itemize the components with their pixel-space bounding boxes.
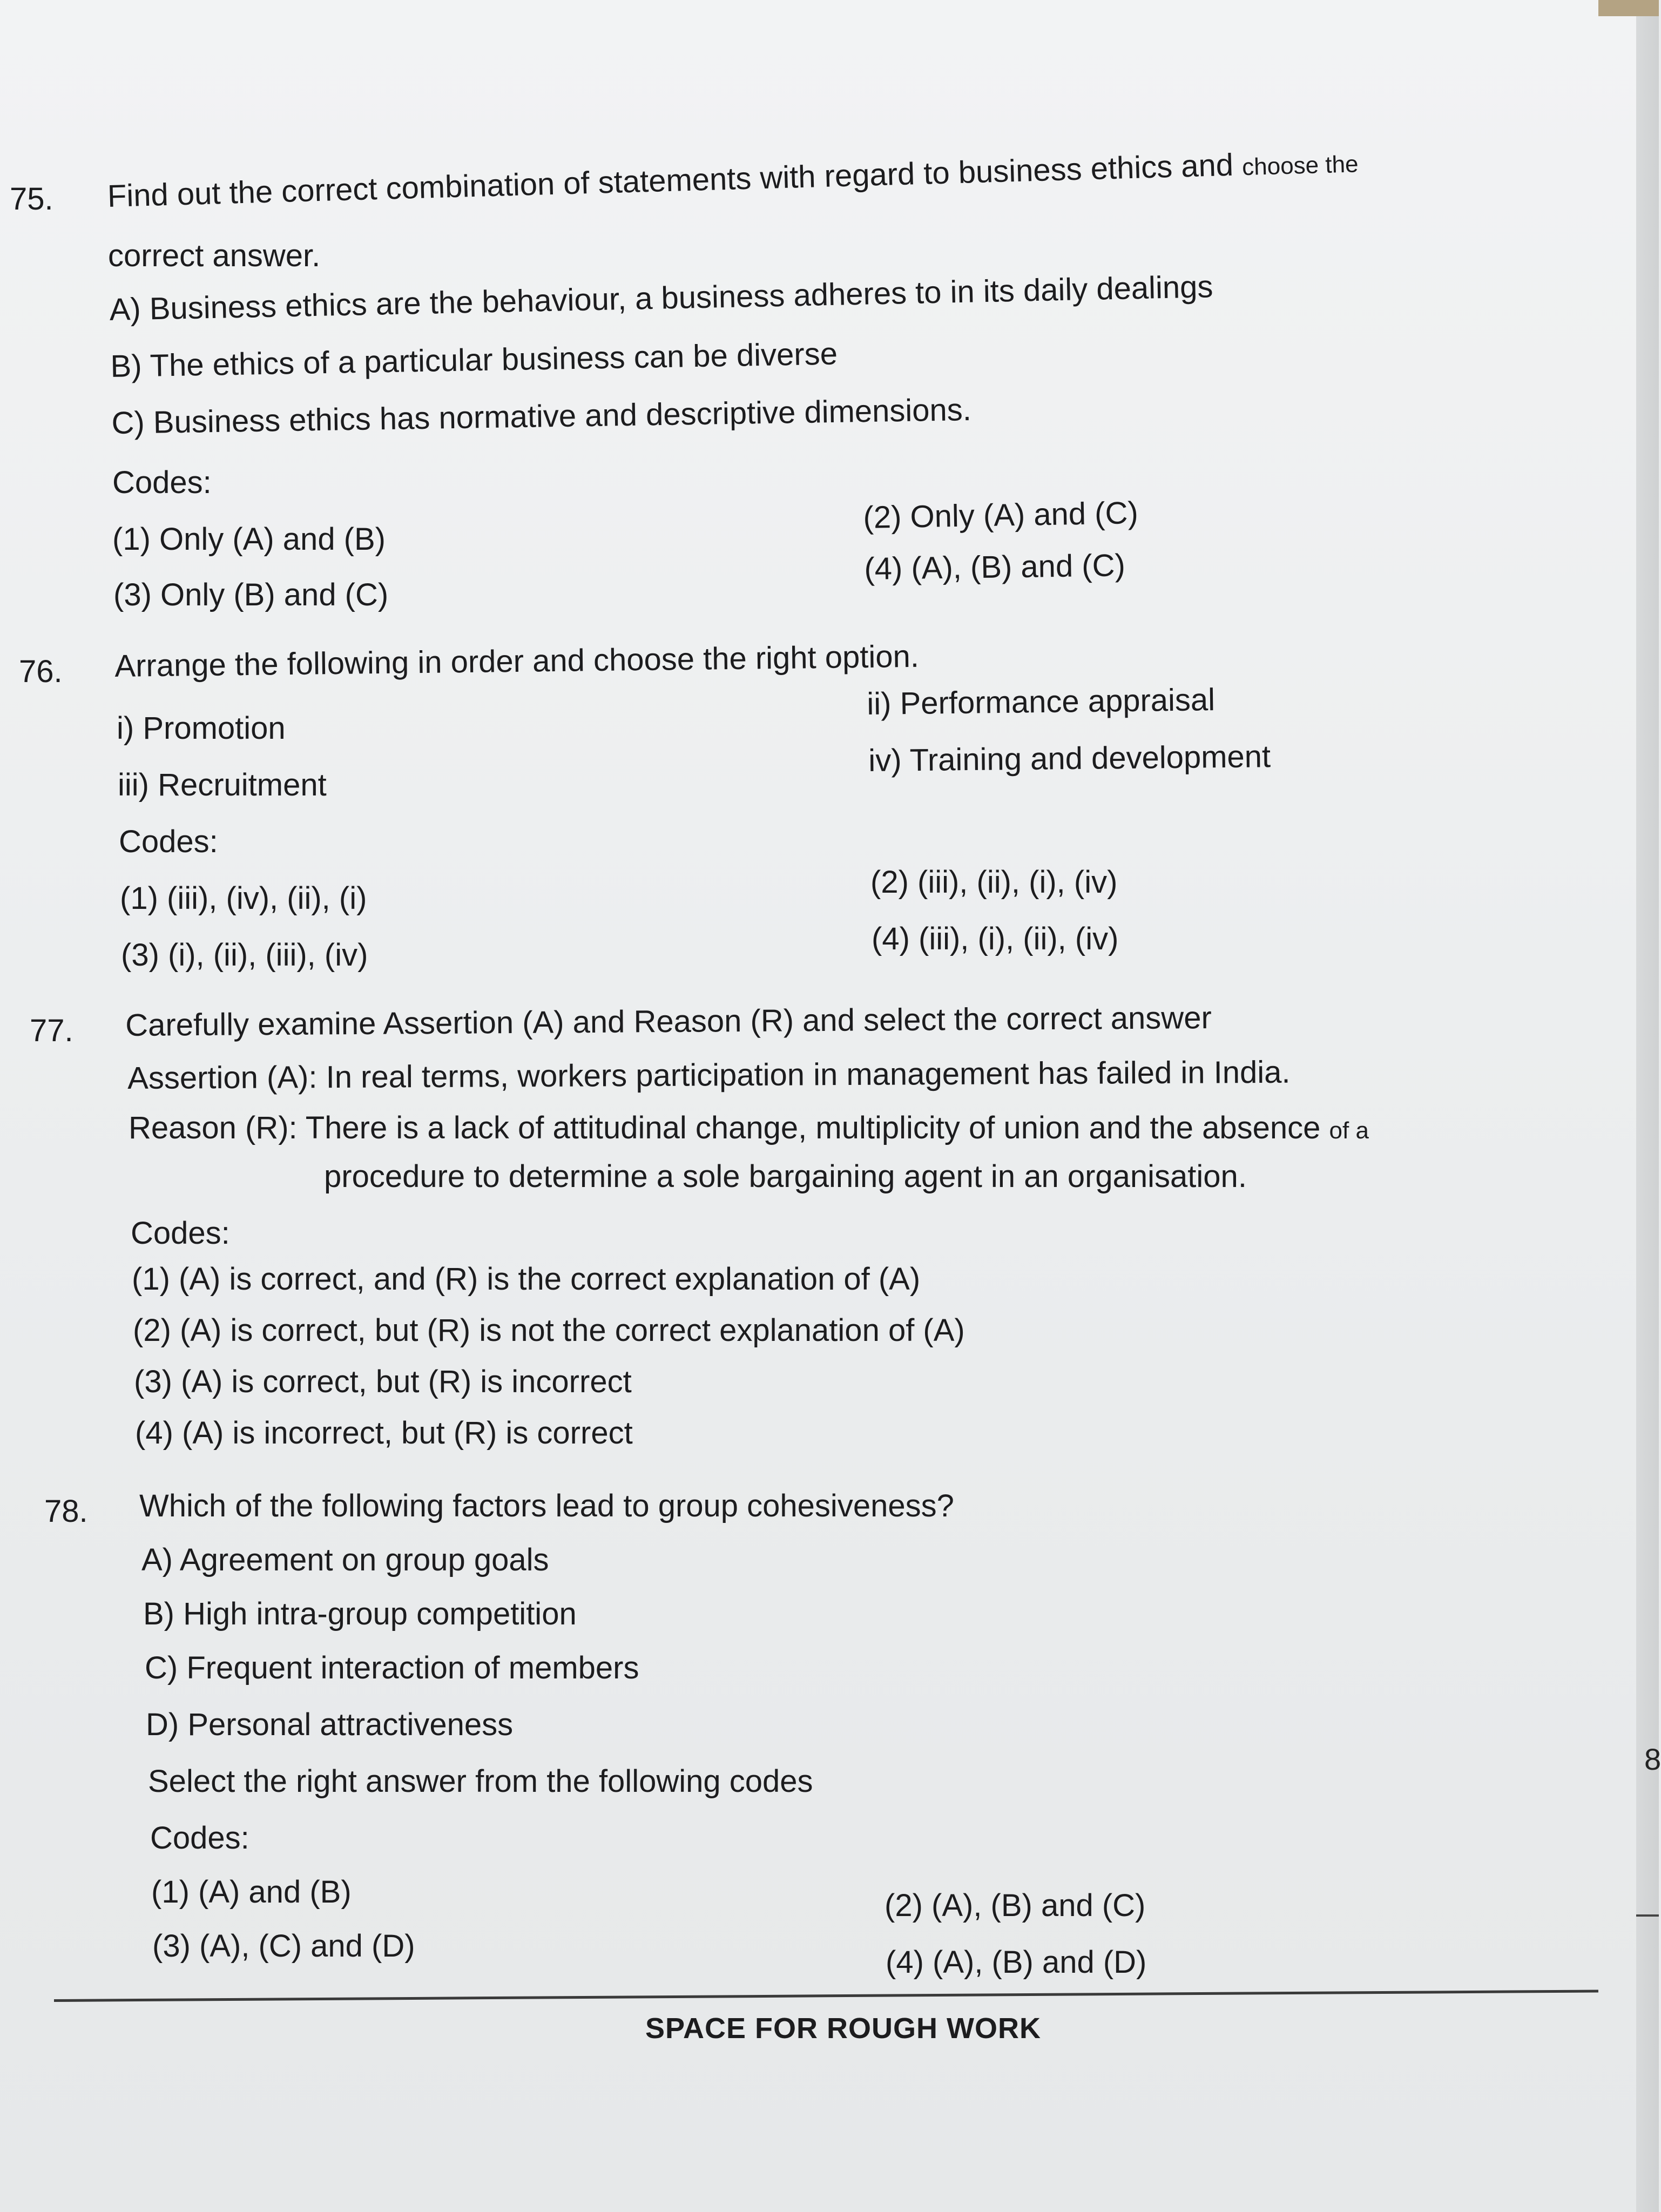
q78-option-1: (1) (A) and (B): [151, 1874, 352, 1910]
q75-number: 75.: [10, 181, 53, 217]
q78-factor-b: B) High intra-group competition: [143, 1596, 577, 1631]
q75-statement-a: A) Business ethics are the behaviour, a business adheres to in its daily dealings: [109, 269, 1214, 327]
q75-stem-text: Find out the correct combination of statements with regard to business ethics and: [107, 147, 1234, 214]
q76-item-iv: iv) Training and development: [868, 739, 1271, 778]
q78-factor-d: D) Personal attractiveness: [146, 1707, 514, 1742]
q75-statement-c: C) Business ethics has normative and descriptive dimensions.: [111, 392, 972, 441]
q76-item-i: i) Promotion: [117, 711, 286, 746]
q78-stem: Which of the following factors lead to group cohesiveness?: [139, 1488, 954, 1523]
q76-item-ii: ii) Performance appraisal: [867, 682, 1216, 721]
q76-item-iii: iii) Recruitment: [118, 767, 327, 802]
q75-option-2: (2) Only (A) and (C): [863, 495, 1139, 535]
q78-factor-a: A) Agreement on group goals: [141, 1542, 549, 1577]
q76-stem: Arrange the following in order and choose the right option.: [114, 638, 920, 684]
q78-select-instruction: Select the right answer from the following codes: [148, 1764, 813, 1799]
q77-assertion: Assertion (A): In real terms, workers participation in management has failed in India.: [127, 1054, 1291, 1096]
q78-codes-label: Codes:: [150, 1820, 249, 1856]
q77-reason-line2: procedure to determine a sole bargaining agent in an organisation.: [324, 1159, 1247, 1194]
q78-number: 78.: [44, 1494, 88, 1529]
margin-dash: [1636, 1914, 1659, 1917]
q76-option-4: (4) (iii), (i), (ii), (iv): [872, 921, 1119, 956]
q77-option-1: (1) (A) is correct, and (R) is the correct explanation of (A): [132, 1262, 921, 1297]
page-edge: [1636, 0, 1659, 2212]
q78-option-4: (4) (A), (B) and (D): [886, 1945, 1147, 1980]
q76-option-3: (3) (i), (ii), (iii), (iv): [121, 938, 368, 973]
q78-factor-c: C) Frequent interaction of members: [145, 1650, 639, 1685]
q76-number: 76.: [19, 654, 63, 689]
q77-option-4: (4) (A) is incorrect, but (R) is correct: [135, 1415, 633, 1451]
q77-reason-tail: of a: [1329, 1117, 1369, 1144]
q77-option-3: (3) (A) is correct, but (R) is incorrect: [134, 1364, 632, 1399]
q77-reason-text: Reason (R): There is a lack of attitudinal change, multiplicity of union and the absence: [129, 1110, 1321, 1145]
page-corner: [1598, 0, 1659, 16]
q75-statement-b: B) The ethics of a particular business can be diverse: [110, 336, 838, 384]
q77-codes-label: Codes:: [131, 1216, 230, 1251]
q75-codes-label: Codes:: [112, 465, 212, 500]
q76-codes-label: Codes:: [119, 824, 218, 859]
q78-option-3: (3) (A), (C) and (D): [152, 1928, 415, 1964]
q75-option-3: (3) Only (B) and (C): [113, 577, 389, 612]
q77-stem: Carefully examine Assertion (A) and Reason (R) and select the correct answer: [125, 1000, 1212, 1043]
rough-work-label: SPACE FOR ROUGH WORK: [645, 2012, 1041, 2045]
q77-reason-line1: [129, 1110, 1369, 1146]
q75-option-1: (1) Only (A) and (B): [112, 522, 386, 557]
q75-stem-tail: choose the: [1241, 151, 1359, 181]
q75-option-4: (4) (A), (B) and (C): [864, 548, 1126, 586]
margin-page-mark: 8: [1644, 1742, 1661, 1776]
q76-option-1: (1) (iii), (iv), (ii), (i): [120, 881, 367, 916]
q77-number: 77.: [30, 1013, 73, 1048]
q77-option-2: (2) (A) is correct, but (R) is not the correct explanation of (A): [133, 1313, 965, 1348]
q78-option-2: (2) (A), (B) and (C): [884, 1888, 1146, 1923]
q76-option-2: (2) (iii), (ii), (i), (iv): [870, 865, 1118, 900]
q75-stem-line2: correct answer.: [108, 238, 321, 273]
